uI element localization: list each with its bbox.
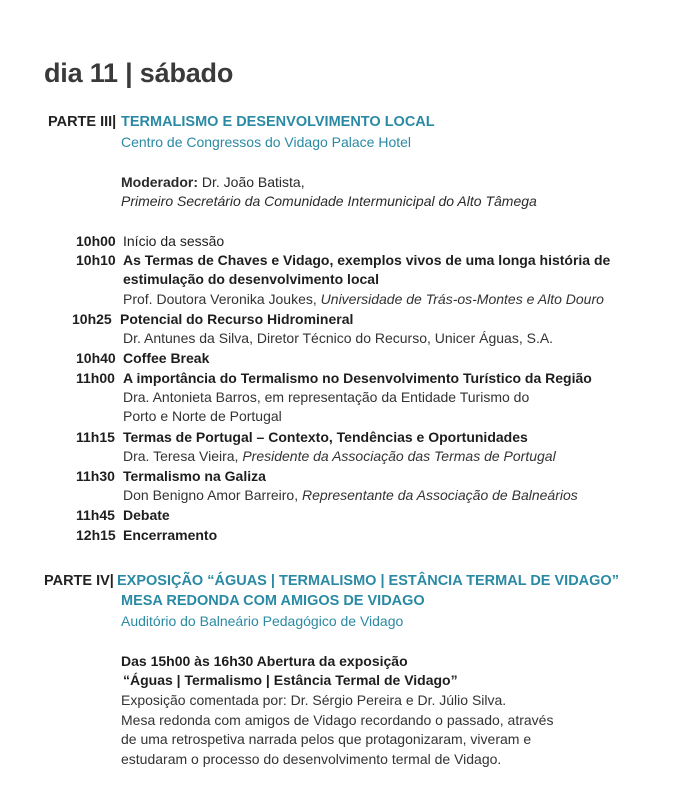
schedule-time: 10h10 bbox=[76, 252, 116, 268]
schedule-time: 10h25 bbox=[72, 311, 112, 327]
schedule-item-title: As Termas de Chaves e Vidago, exemplos vivos de uma longa história de bbox=[123, 252, 611, 268]
schedule-item-title: Potencial do Recurso Hidromineral bbox=[120, 311, 354, 327]
schedule-item-title: Encerramento bbox=[123, 527, 218, 543]
exhibit-description: estudaram o processo do desenvolvimento termal de Vidago. bbox=[121, 751, 502, 767]
schedule-time: 11h45 bbox=[76, 507, 115, 523]
schedule-item-title-cont: estimulação do desenvolvimento local bbox=[123, 271, 379, 287]
schedule-speaker bbox=[123, 448, 556, 464]
schedule-speaker: Dr. Antunes da Silva, Diretor Técnico do Recurso, Unicer Águas, S.A. bbox=[123, 330, 554, 346]
moderator-name: Dr. João Batista, bbox=[198, 174, 305, 190]
speaker-name: Prof. Doutora Veronika Joukes, bbox=[123, 291, 321, 307]
schedule-speaker: Dra. Antonieta Barros, em representação da Entidade Turismo do bbox=[123, 389, 530, 405]
exhibit-opening: Das 15h00 às 16h30 Abertura da exposição bbox=[121, 653, 408, 669]
schedule-time: 10h40 bbox=[76, 350, 116, 366]
speaker-affiliation: Presidente da Associação das Termas de Portugal bbox=[242, 448, 556, 464]
venue-parte-4: Auditório do Balneário Pedagógico de Vidago bbox=[121, 613, 404, 629]
moderator-label: Moderador: bbox=[121, 174, 198, 190]
schedule-item-title: Termas de Portugal – Contexto, Tendências e Oportunidades bbox=[123, 429, 528, 445]
moderator-line bbox=[121, 174, 305, 190]
schedule-time: 10h00 bbox=[76, 233, 116, 249]
exhibit-title: “Águas | Termalismo | Estância Termal de Vidago” bbox=[123, 672, 458, 688]
section-title-parte-4-line2: MESA REDONDA COM AMIGOS DE VIDAGO bbox=[121, 593, 425, 609]
exhibit-description: Mesa redonda com amigos de Vidago recordando o passado, através bbox=[121, 712, 554, 728]
schedule-speaker bbox=[123, 291, 604, 307]
venue-parte-3: Centro de Congressos do Vidago Palace Hotel bbox=[121, 134, 412, 150]
section-label-parte-3: PARTE III| bbox=[48, 114, 117, 130]
schedule-item-title: Coffee Break bbox=[123, 350, 210, 366]
schedule-item-title: A importância do Termalismo no Desenvolvimento Turístico da Região bbox=[123, 370, 592, 386]
exhibit-description: de uma retrospetiva narrada pelos que protagonizaram, viveram e bbox=[121, 731, 532, 747]
speaker-affiliation: Universidade de Trás-os-Montes e Alto Douro bbox=[320, 291, 604, 307]
schedule-item-title: Termalismo na Galiza bbox=[123, 468, 266, 484]
moderator-role: Primeiro Secretário da Comunidade Intermunicipal do Alto Tâmega bbox=[121, 193, 537, 209]
schedule-time: 11h30 bbox=[76, 468, 115, 484]
schedule-time: 11h15 bbox=[76, 429, 115, 445]
section-title-parte-4: EXPOSIÇÃO “ÁGUAS | TERMALISMO | ESTÂNCIA TERMAL DE VIDAGO” bbox=[117, 573, 619, 589]
schedule-item-title: Debate bbox=[123, 507, 170, 523]
speaker-name: Don Benigno Amor Barreiro, bbox=[123, 487, 302, 503]
schedule-time: 12h15 bbox=[76, 527, 116, 543]
schedule-time: 11h00 bbox=[76, 370, 115, 386]
speaker-affiliation: Representante da Associação de Balneários bbox=[301, 487, 578, 503]
speaker-name: Dra. Teresa Vieira, bbox=[123, 448, 243, 464]
schedule-item-title: Início da sessão bbox=[123, 233, 225, 249]
exhibit-description: Exposição comentada por: Dr. Sérgio Pereira e Dr. Júlio Silva. bbox=[121, 692, 507, 708]
page-title: dia 11 | sábado bbox=[44, 58, 234, 88]
section-label-parte-4: PARTE IV| bbox=[44, 573, 114, 589]
schedule-speaker bbox=[123, 487, 578, 503]
section-title-parte-3: TERMALISMO E DESENVOLVIMENTO LOCAL bbox=[121, 114, 435, 130]
schedule-speaker-cont: Porto e Norte de Portugal bbox=[123, 408, 282, 424]
